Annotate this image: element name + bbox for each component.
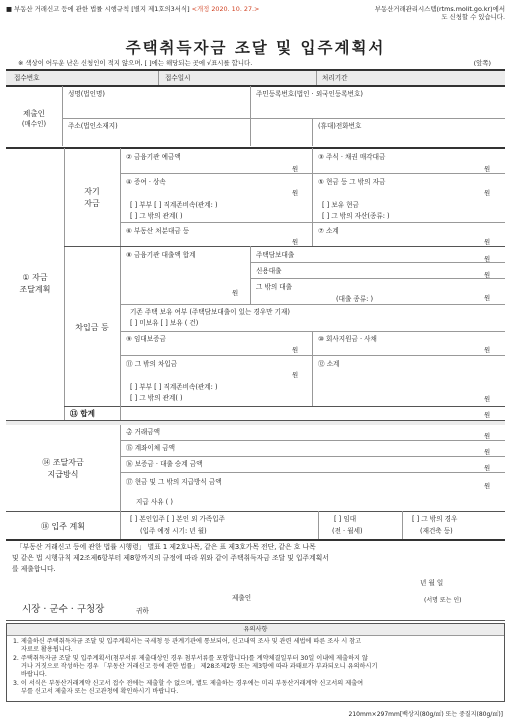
- section2-label: ⑭ 조달자금: [42, 458, 84, 467]
- header-online-1: 부동산거래관리시스템(rtms.molit.go.kr)에서: [374, 5, 505, 13]
- section1-label: ① 자금: [22, 273, 48, 282]
- assumed-amount-field[interactable]: ⑯ 보증금 · 대출 승계 금액: [126, 460, 203, 468]
- loan-total-field[interactable]: ⑧ 금융기관 대출액 합계: [126, 251, 196, 259]
- rent-check[interactable]: [ ] 임대: [334, 515, 357, 523]
- notice-2a: 2. 주택취득자금 조달 및 입주계획서(첨부서류 제출대상인 경우 첨부서류를 포함합니다)를 계약체결일부터 30일 이내에 제출하지 않: [13, 655, 368, 662]
- declaration-line-1: 「부동산 거래신고 등에 관한 법률 시행령」 별표 1 제2호나목, 같은 표 제3호가목 전단, 같은 호 나목: [16, 543, 316, 551]
- submitter-sub: (매수인): [21, 120, 47, 128]
- paper-spec: 210mm×297mm[백상지(80g/㎡) 또는 중질지(80g/㎡)]: [348, 711, 503, 718]
- phone-field[interactable]: (휴대)전화번호: [318, 122, 362, 130]
- declaration-submitter: 제출인: [232, 594, 252, 602]
- transfer-amount-field[interactable]: ⑮ 계좌이체 금액: [126, 444, 176, 452]
- declaration-date[interactable]: 년 월 일: [420, 579, 444, 587]
- top-note: ※ 색상이 어두운 난은 신청인이 적지 않으며, [ ]에는 해당되는 곳에 √표시를 합니다.: [18, 59, 253, 67]
- move-in-date-field[interactable]: (입주 예정 시기: 년 월): [140, 527, 207, 535]
- mortgage-loan-field[interactable]: 주택담보대출: [256, 251, 295, 259]
- declaration-line-3: 를 제출합니다.: [12, 565, 56, 573]
- cash-field[interactable]: ⑤ 현금 등 그 밖의 자금: [318, 178, 386, 186]
- won-unit: 원: [484, 464, 491, 472]
- submitter-label: 제출인: [22, 109, 45, 118]
- won-unit: 원: [484, 255, 491, 263]
- address-field[interactable]: 주소(법인소재지): [68, 122, 118, 130]
- stock-field[interactable]: ③ 주식 · 채권 매각대금: [318, 153, 386, 161]
- receipt-row: [6, 71, 505, 85]
- section2-label2: 지급방식: [47, 470, 79, 479]
- total-price-field[interactable]: 총 거래금액: [126, 428, 160, 436]
- addressee-suffix: 귀하: [136, 607, 149, 615]
- borrow-other-check[interactable]: [ ] 그 밖의 관계( ): [130, 394, 183, 402]
- other-case-check[interactable]: [ ] 그 밖의 경우: [412, 515, 458, 523]
- won-unit: 원: [484, 448, 491, 456]
- won-unit: 원: [484, 271, 491, 279]
- move-in-self-check[interactable]: [ ] 본인입주 [ ] 본인 외 가족입주: [130, 515, 226, 523]
- receipt-date: 접수일시: [165, 74, 191, 82]
- notice-3a: 3. 이 서식은 부동산거래계약 신고서 접수 전에는 제출할 수 없으며, 별도 제출하는 경우에는 미리 부동산거래계약 신고서의 제출여: [13, 680, 364, 687]
- notice-title: 유의사항: [243, 626, 268, 633]
- won-unit: 원: [292, 371, 299, 379]
- other-asset-check[interactable]: [ ] 그 밖의 자산(종류: ): [322, 212, 390, 220]
- own-funds-label2: 자금: [84, 199, 100, 208]
- sale-field[interactable]: ⑥ 부동산 처분대금 등: [126, 227, 190, 235]
- gift-field[interactable]: ④ 증여 · 상속: [126, 178, 166, 186]
- notice-1b: 자료로 활용됩니다.: [21, 646, 73, 653]
- section1-label2: 조달계획: [19, 285, 51, 294]
- header-revision: <개정 2020. 10. 27.>: [191, 5, 260, 13]
- won-unit: 원: [484, 482, 491, 490]
- own-subtotal: ⑦ 소계: [318, 227, 339, 235]
- notice-box: [6, 623, 505, 702]
- processing-period: 처리기간: [322, 74, 348, 82]
- borrowed-subtotal: ⑫ 소계: [318, 360, 340, 368]
- notice-1a: 1. 제출하신 주택취득자금 조달 및 입주계획서는 국세청 등 관계기관에 통보되어, 신고내역 조사 및 관련 세법에 따른 조사 시 참고: [13, 638, 362, 645]
- won-unit: 원: [484, 346, 491, 354]
- borrow-relation-check[interactable]: [ ] 부부 [ ] 직계존비속(관계: ): [130, 383, 218, 391]
- gift-other-check[interactable]: [ ] 그 밖의 관계( ): [130, 212, 183, 220]
- rent-type: (전 · 월세): [332, 527, 363, 535]
- loan-type-field[interactable]: (대출 종류: ): [336, 295, 374, 303]
- name-field[interactable]: 성명(법인명): [68, 90, 105, 98]
- other-borrow-field[interactable]: ⑪ 그 밖의 차입금: [126, 360, 178, 368]
- section3-label: ⑱ 입주 계획: [41, 522, 85, 531]
- rent-deposit-field[interactable]: ⑨ 임대보증금: [126, 335, 166, 343]
- won-unit: 원: [484, 294, 491, 302]
- notice-2b: 거나 거짓으로 작성하는 경우 「부동산 거래신고 등에 관한 법률」 제28조제2항 또는 제3항에 따라 과태료가 부과되오니 유의하시기: [21, 663, 378, 670]
- won-unit: 원: [292, 238, 299, 246]
- signature-field[interactable]: (서명 또는 인): [424, 597, 462, 604]
- won-unit: 원: [292, 165, 299, 173]
- gift-relation-check[interactable]: [ ] 부부 [ ] 직계존비속(관계: ): [130, 201, 218, 209]
- won-unit: 원: [484, 395, 491, 403]
- credit-loan-field[interactable]: 신용대출: [256, 267, 282, 275]
- header-law: ■ 부동산 거래신고 등에 관한 법률 시행규칙 [별지 제1호의3서식]: [6, 5, 190, 13]
- won-unit: 원: [484, 432, 491, 440]
- other-loan-field[interactable]: 그 밖의 대출: [256, 283, 293, 291]
- grand-total: ⑬ 합계: [70, 409, 95, 418]
- cash-hold-check[interactable]: [ ] 보유 현금: [322, 201, 359, 209]
- won-unit: 원: [292, 346, 299, 354]
- won-unit: 원: [292, 189, 299, 197]
- won-unit: 원: [484, 411, 491, 419]
- other-case-example: (재건축 등): [420, 527, 453, 535]
- receipt-number: 접수번호: [14, 74, 40, 82]
- won-unit: 원: [232, 289, 239, 297]
- borrowed-label: 차입금 등: [75, 323, 109, 332]
- notice-3b: 부를 신고서 제출자 또는 신고관청에 확인하시기 바랍니다.: [21, 688, 179, 695]
- header-online-2: 도 신청할 수 있습니다.: [441, 13, 505, 21]
- won-unit: 원: [484, 189, 491, 197]
- deposit-field[interactable]: ② 금융기관 예금액: [126, 153, 181, 161]
- own-funds-label: 자기: [84, 187, 100, 196]
- cash-pay-field[interactable]: ⑰ 현금 및 그 밖의 지급방식 금액: [126, 478, 222, 486]
- payment-reason-field[interactable]: 지급 사유 ( ): [136, 498, 173, 506]
- notice-2c: 바랍니다.: [21, 671, 47, 678]
- won-unit: 원: [484, 238, 491, 246]
- declaration-line-2: 및 같은 법 시행규칙 제2조제6항부터 제8항까지의 규정에 따라 위와 같이 주택취득자금 조달 및 입주계획서: [12, 554, 329, 562]
- form-header: [6, 5, 505, 21]
- company-support-field[interactable]: ⑩ 회사지원금 · 사채: [318, 335, 377, 343]
- existing-house-check[interactable]: [ ] 미보유 [ ] 보유 ( 건): [130, 319, 199, 327]
- page-side-label: (앞쪽): [473, 59, 491, 67]
- form-title: 주택취득자금 조달 및 입주계획서: [125, 39, 386, 57]
- existing-house-label: 기존 주택 보유 여부 (주택담보대출이 있는 경우만 기재): [130, 308, 290, 316]
- addressee: 시장 · 군수 · 구청장: [22, 604, 105, 615]
- id-number-field[interactable]: 주민등록번호(법인 · 외국인등록번호): [256, 90, 363, 98]
- won-unit: 원: [484, 165, 491, 173]
